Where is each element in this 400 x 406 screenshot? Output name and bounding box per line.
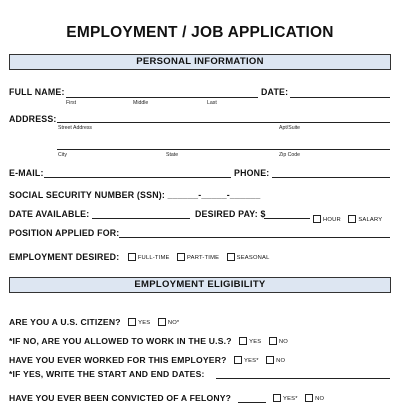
salary-checkbox[interactable]	[348, 215, 356, 223]
citizen-yes-label: YES	[138, 320, 151, 326]
worked-for-employer-question: HAVE YOU EVER WORKED FOR THIS EMPLOYER?	[9, 355, 227, 365]
salary-option-label: SALARY	[358, 217, 383, 223]
seasonal-checkbox[interactable]	[227, 253, 235, 261]
phone-label: PHONE:	[234, 168, 270, 178]
full-name-label: FULL NAME:	[9, 87, 65, 97]
date-available-input-line[interactable]	[92, 218, 190, 219]
citizen-question: ARE YOU A U.S. CITIZEN?	[9, 317, 121, 327]
zip-code-caption: Zip Code	[279, 152, 301, 158]
felony-question-row	[9, 388, 324, 406]
email-input-line[interactable]	[44, 177, 231, 178]
city-state-zip-input-line[interactable]	[57, 149, 390, 150]
felony-yes-label: YES*	[283, 396, 298, 402]
worked-yes-label: YES*	[244, 358, 259, 364]
section-header-personal-information: PERSONAL INFORMATION	[9, 54, 391, 70]
ssn-field[interactable]: SOCIAL SECURITY NUMBER (SSN): ______-_____-______	[9, 190, 261, 200]
first-name-caption: First	[66, 100, 77, 106]
start-end-dates-input-line[interactable]	[216, 378, 390, 379]
full-name-input-line[interactable]	[66, 97, 258, 98]
felony-question: HAVE YOU EVER BEEN CONVICTED OF A FELONY?	[9, 393, 232, 403]
citizen-yes-checkbox[interactable]	[128, 318, 136, 326]
last-name-caption: Last	[207, 100, 217, 106]
seasonal-option-label: SEASONAL	[236, 255, 270, 261]
felony-input-line[interactable]	[238, 402, 266, 403]
email-label: E-MAIL:	[9, 168, 44, 178]
desired-pay-label: DESIRED PAY: $	[195, 209, 266, 219]
allowed-question-row	[9, 331, 288, 349]
desired-pay-input-line[interactable]	[264, 218, 310, 219]
position-applied-input-line[interactable]	[119, 237, 390, 238]
apt-suite-caption: Apt/Suite	[279, 125, 301, 131]
phone-input-line[interactable]	[272, 177, 390, 178]
worked-no-label: NO	[276, 358, 286, 364]
city-caption: City	[58, 152, 67, 158]
allowed-no-label: NO	[278, 339, 288, 345]
worked-question-row	[9, 350, 285, 368]
employment-desired-row	[9, 247, 270, 265]
address-label: ADDRESS:	[9, 114, 57, 124]
part-time-option-label: PART-TIME	[187, 255, 220, 261]
full-time-option-label: FULL-TIME	[137, 255, 170, 261]
felony-yes-checkbox[interactable]	[273, 394, 281, 402]
citizen-no-checkbox[interactable]	[158, 318, 166, 326]
worked-yes-checkbox[interactable]	[234, 356, 242, 364]
state-caption: State	[166, 152, 179, 158]
date-label: DATE:	[261, 87, 289, 97]
employment-desired-label: EMPLOYMENT DESIRED:	[9, 252, 120, 262]
hour-option-label: HOUR	[323, 217, 341, 223]
middle-name-caption: Middle	[133, 100, 149, 106]
full-time-checkbox[interactable]	[128, 253, 136, 261]
position-applied-label: POSITION APPLIED FOR:	[9, 228, 120, 238]
hour-checkbox[interactable]	[313, 215, 321, 223]
date-available-label: DATE AVAILABLE:	[9, 209, 90, 219]
citizen-question-row	[9, 312, 179, 330]
allowed-yes-checkbox[interactable]	[239, 337, 247, 345]
section-header-employment-eligibility: EMPLOYMENT ELIGIBILITY	[9, 277, 391, 293]
citizen-no-label: NO*	[167, 320, 180, 326]
felony-no-checkbox[interactable]	[305, 394, 313, 402]
pay-type-options	[310, 209, 382, 227]
start-end-dates-label: *IF YES, WRITE THE START AND END DATES:	[9, 369, 205, 379]
worked-no-checkbox[interactable]	[266, 356, 274, 364]
date-input-line[interactable]	[290, 97, 390, 98]
page-title: EMPLOYMENT / JOB APPLICATION	[66, 24, 334, 41]
part-time-checkbox[interactable]	[177, 253, 185, 261]
allowed-yes-label: YES	[249, 339, 262, 345]
allowed-no-checkbox[interactable]	[269, 337, 277, 345]
felony-no-label: NO	[315, 396, 325, 402]
street-address-caption: Street Address	[58, 125, 93, 131]
allowed-to-work-question: *IF NO, ARE YOU ALLOWED TO WORK IN THE U.S.?	[9, 336, 232, 346]
street-address-input-line[interactable]	[57, 122, 390, 123]
